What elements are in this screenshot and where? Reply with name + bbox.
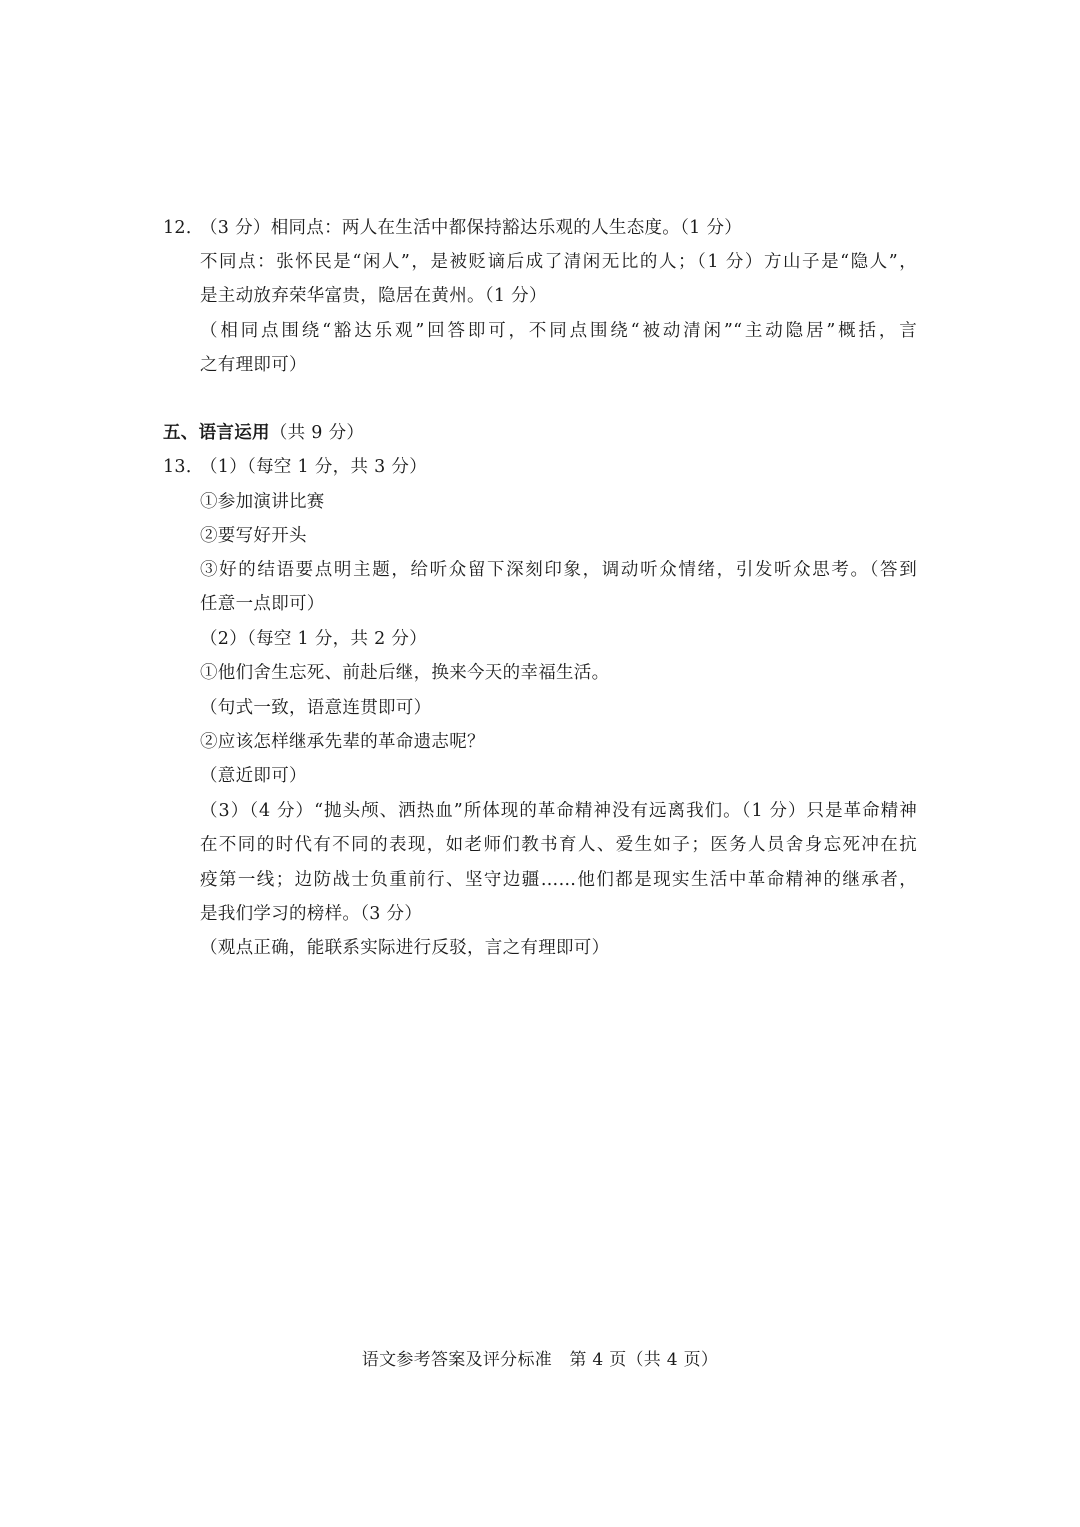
q13-number: 13． [163, 457, 204, 477]
q13-part2-note-1: （句式一致，语意连贯即可） [200, 698, 432, 718]
section-5-title: 五、语言运用 [163, 423, 270, 443]
page-footer: 语文参考答案及评分标准 第 4 页（共 4 页） [361, 1350, 719, 1370]
q13-part1-answer-2: ②要写好开头 [200, 526, 307, 546]
section-5-score: （共 9 分） [269, 423, 365, 443]
q12-line-2: 不同点：张怀民是“闲人”，是被贬谪后成了清闲无比的人；（1 分）方山子是“隐人”， [200, 252, 917, 272]
q13-part1-answer-3-line-2: 任意一点即可） [200, 594, 325, 614]
q13-part3-line-3: 疫第一线；边防战士负重前行、坚守边疆……他们都是现实生活中革命精神的继承者， [200, 870, 917, 890]
q12-line-4: （相同点围绕“豁达乐观”回答即可，不同点围绕“被动清闲”“主动隐居”概括，言 [200, 321, 917, 341]
q12-line-5: 之有理即可） [200, 355, 307, 375]
q13-part3-line-4: 是我们学习的榜样。（3 分） [200, 904, 423, 924]
section-5-heading [163, 420, 364, 446]
q13-part3-line-2: 在不同的时代有不同的表现，如老师们教书育人、爱生如子；医务人员舍身忘死冲在抗 [200, 835, 917, 855]
q13-part1-header: （1）（每空 1 分，共 3 分） [200, 457, 428, 477]
q12-line-1: （3 分）相同点：两人在生活中都保持豁达乐观的人生态度。（1 分） [200, 218, 743, 238]
q13-part2-header: （2）（每空 1 分，共 2 分） [200, 629, 428, 649]
q13-part3-line-1: （3）（4 分）“抛头颅、洒热血”所体现的革命精神没有远离我们。（1 分）只是革命精神 [200, 801, 917, 821]
q13-part1-answer-1: ①参加演讲比赛 [200, 492, 325, 512]
q13-part1-answer-3-line-1: ③好的结语要点明主题，给听众留下深刻印象，调动听众情绪，引发听众思考。（答到 [200, 560, 917, 580]
q13-part2-answer-1: ①他们舍生忘死、前赴后继，换来今天的幸福生活。 [200, 663, 610, 683]
q12-number: 12． [163, 218, 204, 238]
q12-line-3: 是主动放弃荣华富贵，隐居在黄州。（1 分） [200, 286, 547, 306]
q13-part2-note-2: （意近即可） [200, 766, 307, 786]
q13-part3-note: （观点正确，能联系实际进行反驳，言之有理即可） [200, 938, 610, 958]
q13-part2-answer-2: ②应该怎样继承先辈的革命遗志呢？ [200, 732, 485, 752]
